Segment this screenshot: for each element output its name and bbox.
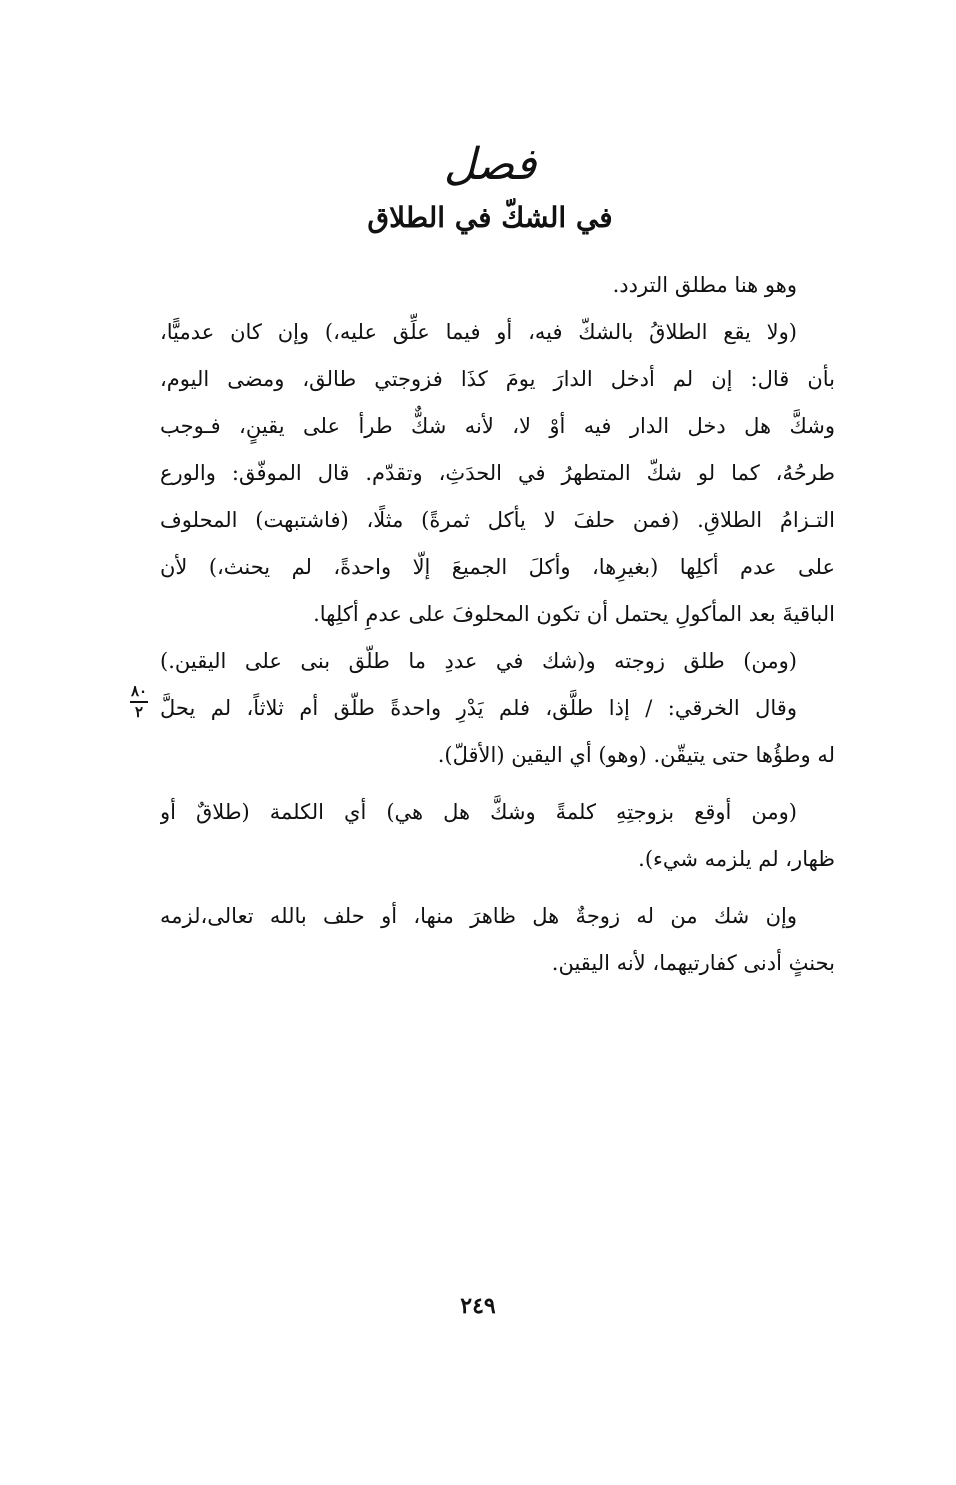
text-line: بأن قال: إن لم أدخل الدارَ يومَ كذَا فزوجتي طالق، ومضى اليوم، — [160, 367, 835, 391]
text-line: (ولا يقع الطلاقُ بالشكّ فيه، أو فيما علِّق عليه،) وإن كان عدميًّا، — [160, 320, 797, 344]
text-line: (ومن) طلق زوجته و(شك في عددِ ما طلّق بنى على اليقين.) — [160, 649, 797, 673]
text-line: على عدم أكلِها (بغيرِها، وأكلَ الجميعَ إلّا واحدةً، لم يحنث،) لأن — [160, 555, 835, 579]
margin-reference-bottom: ٢ — [134, 702, 144, 721]
text-line: وشكَّ هل دخل الدار فيه أوْ لا، لأنه شكٌّ طرأ على يقينٍ، فـوجب — [160, 414, 835, 438]
text-line: طرحُهُ، كما لو شكّ المتطهرُ في الحدَثِ، وتقدّم. قال الموفّق: والورع — [160, 461, 835, 485]
text-line: وقال الخرقي: / إذا طلَّق، فلم يَدْرِ واحدةً طلّق أم ثلاثاً، لم يحلَّ — [160, 696, 797, 720]
text-line: وإن شك من له زوجةٌ هل ظاهرَ منها، أو حلف بالله تعالى،لزمه — [160, 904, 797, 928]
text-line: بحنثٍ أدنى كفارتيهما، لأنه اليقين. — [551, 951, 835, 975]
text-line: وهو هنا مطلق التردد. — [612, 273, 797, 297]
margin-page-reference — [126, 684, 152, 720]
text-line: التـزامُ الطلاقِ. (فمن حلفَ لا يأكل ثمرةً) مثلًا، (فاشتبهت) المحلوف — [160, 508, 835, 532]
page-number: ٢٤٩ — [460, 1293, 496, 1319]
text-line: الباقيةَ بعد المأكولِ يحتمل أن تكون المحلوفَ على عدمِ أكلِها. — [313, 602, 835, 626]
chapter-heading: في الشكّ في الطلاق — [367, 201, 613, 234]
text-line: (ومن أوقع بزوجتِهِ كلمةً وشكَّ هل هي) أي الكلمة (طلاقٌ أو — [160, 800, 797, 824]
text-line: ظهار، لم يلزمه شيء). — [638, 847, 835, 871]
chapter-ornament-title: فصل — [443, 139, 537, 190]
margin-reference-top: ٨٠ — [130, 682, 148, 700]
text-line: له وطؤُها حتى يتيقّن. (وهو) أي اليقين (الأقلّ). — [437, 743, 835, 767]
body-text — [160, 262, 835, 987]
